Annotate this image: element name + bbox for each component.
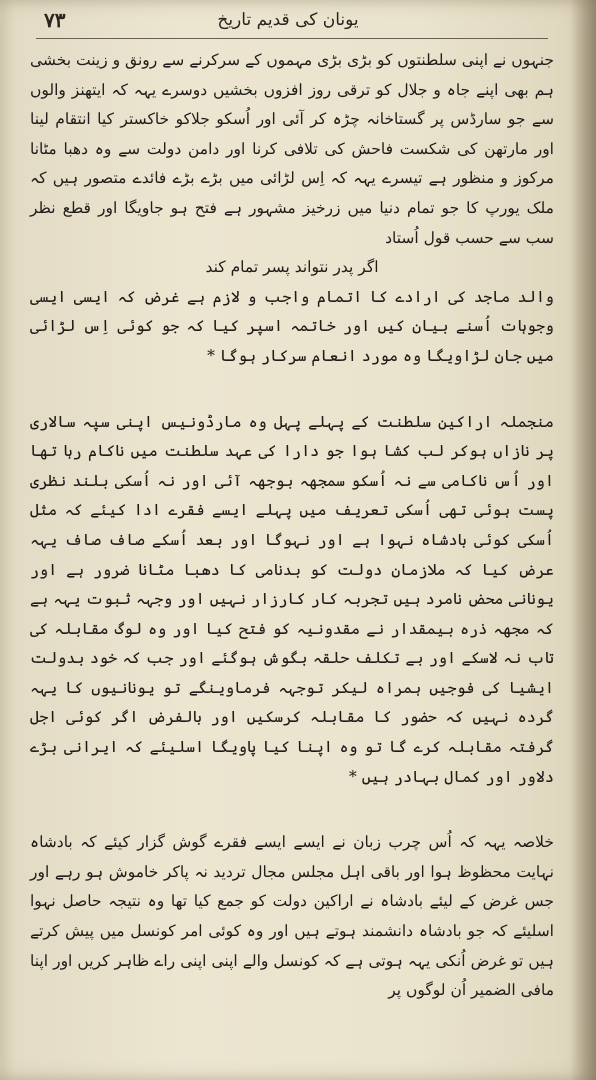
running-title: یونان کی قدیم تاریخ xyxy=(217,10,359,30)
body-text xyxy=(30,46,554,1006)
section-break xyxy=(30,372,554,408)
section-break xyxy=(30,792,554,828)
paragraph-4: خلاصہ یہہ کہ اُس چرب زبان نے ایسے ایسے فقرے گوش گزار کیئے کہ بادشاہ نہایت محظوظ ہوا اور باقی اہل مجلس مجال تردید نہ پاکر خاموش ہو رہے اور جس غرض کے لیئے بادشاہ نے اراکین دولت کو جمع کیا تھا وہ نتیجہ حاصل نہوا اسلیئے کہ جو بادشاہ دانشمند ہوتے ہیں اور وہ کوئی امر کونسل میں پیش کرتے ہیں تو غرض اُنکی یہہ ہوتی ہے کہ کونسل والے اپنی اپنی راے ظاہر کریں اور اپنا مافی الضمیر اُن لوگوں پر xyxy=(30,833,554,1000)
paragraph-3: منجملہ اراکین سلطنت کے پہلے پہل وہ مارڈونیس اپنی سپہ سالاری پر نازاں ہوکر لب کشا ہوا جو دارا کی عہد سلطنت میں ناکام رہا تھا اور اُس ناکامی سے نہ اُسکو سمجھہ بوجھہ آئی اور نہ اُسکی بلند نظری پست ہوئی تھی اُسکی تعریف میں پہلے ایسے فقرے ادا کیئے کہ مثل اُسکی کوئی بادشاہ نہوا ہے اور نہوگا اور بعد اُسکے صاف صاف یہہ عرض کیا کہ ملازمان دولت کو بدنامی کا دھبا مٹانا ضرور ہے اور یونانی محض نامرد ہیں تجربہ کار کارزار نہیں اور وجہہ ثبوت یہہ ہے کہ مجھہ ذرہ بیمقدار نے مقدونیہ کو فتح کیا اور وہ لوگ مقابلہ کی تاب نہ لاسکے اور بے تکلف حلقہ بگوش ہوگئے اور جب کہ خود بدولت ایشیا کی فوجیں ہمراہ لیکر توجہہ فرماوینگے تو یونانیوں کا یہہ گردہ نہیں کہ حضور کا مقابلہ کرسکیں اور بالفرض اگر کوئی اجل گرفتہ مقابلہ کرے گا تو وہ اپنا کیا پاویگا اسلیئے کہ ایرانی بڑے دلاور اور کمال بہادر ہیں * xyxy=(30,412,554,786)
page-number: ۷۳ xyxy=(44,8,66,32)
page-header xyxy=(40,6,536,36)
page-gutter-shadow xyxy=(570,0,596,1080)
verse-line: اگر پدر نتواند پسر تمام کند xyxy=(205,258,379,277)
paragraph-1: جنہوں نے اپنی سلطنتوں کو بڑی بڑی مہموں کے سرکرنے سے رونق و زینت بخشی ہم بھی اپنے جاہ و جلال کو ترقی روز افزوں بخشیں دوسرے یہہ کہ ایتھنز والوں سے جو سارڈس پر گستاخانہ چڑہ کر آئی اور اُسکو جلاکو خاکستر کیا انتقام لینا اور مارتھن کی شکست فاحش کی تلافی کرنا اور دامن دولت سے وہ دھبا مٹانا مرکوز و منظور ہے تیسرے یہہ کہ اِس لڑائی میں بڑے بڑے فائدے متصور ہیں کہ ملک یورپ کا جو تمام دنیا میں زرخیز مشہور ہے فتح ہو جاویگا اور قطع نظر سب سے حسب قول اُستاد xyxy=(30,51,554,247)
paragraph-2: والد ماجد کی ارادے کا اتمام واجب و لازم ہے غرض کہ ایسی ایسی وجوہات اُسنے بیان کیں اور خاتمہ اسپر کیا کہ جو کوئی اِس لڑائی میں جان لڑاویگا وہ مورد انعام سرکار ہوگا * xyxy=(30,287,554,365)
header-rule xyxy=(36,38,548,39)
